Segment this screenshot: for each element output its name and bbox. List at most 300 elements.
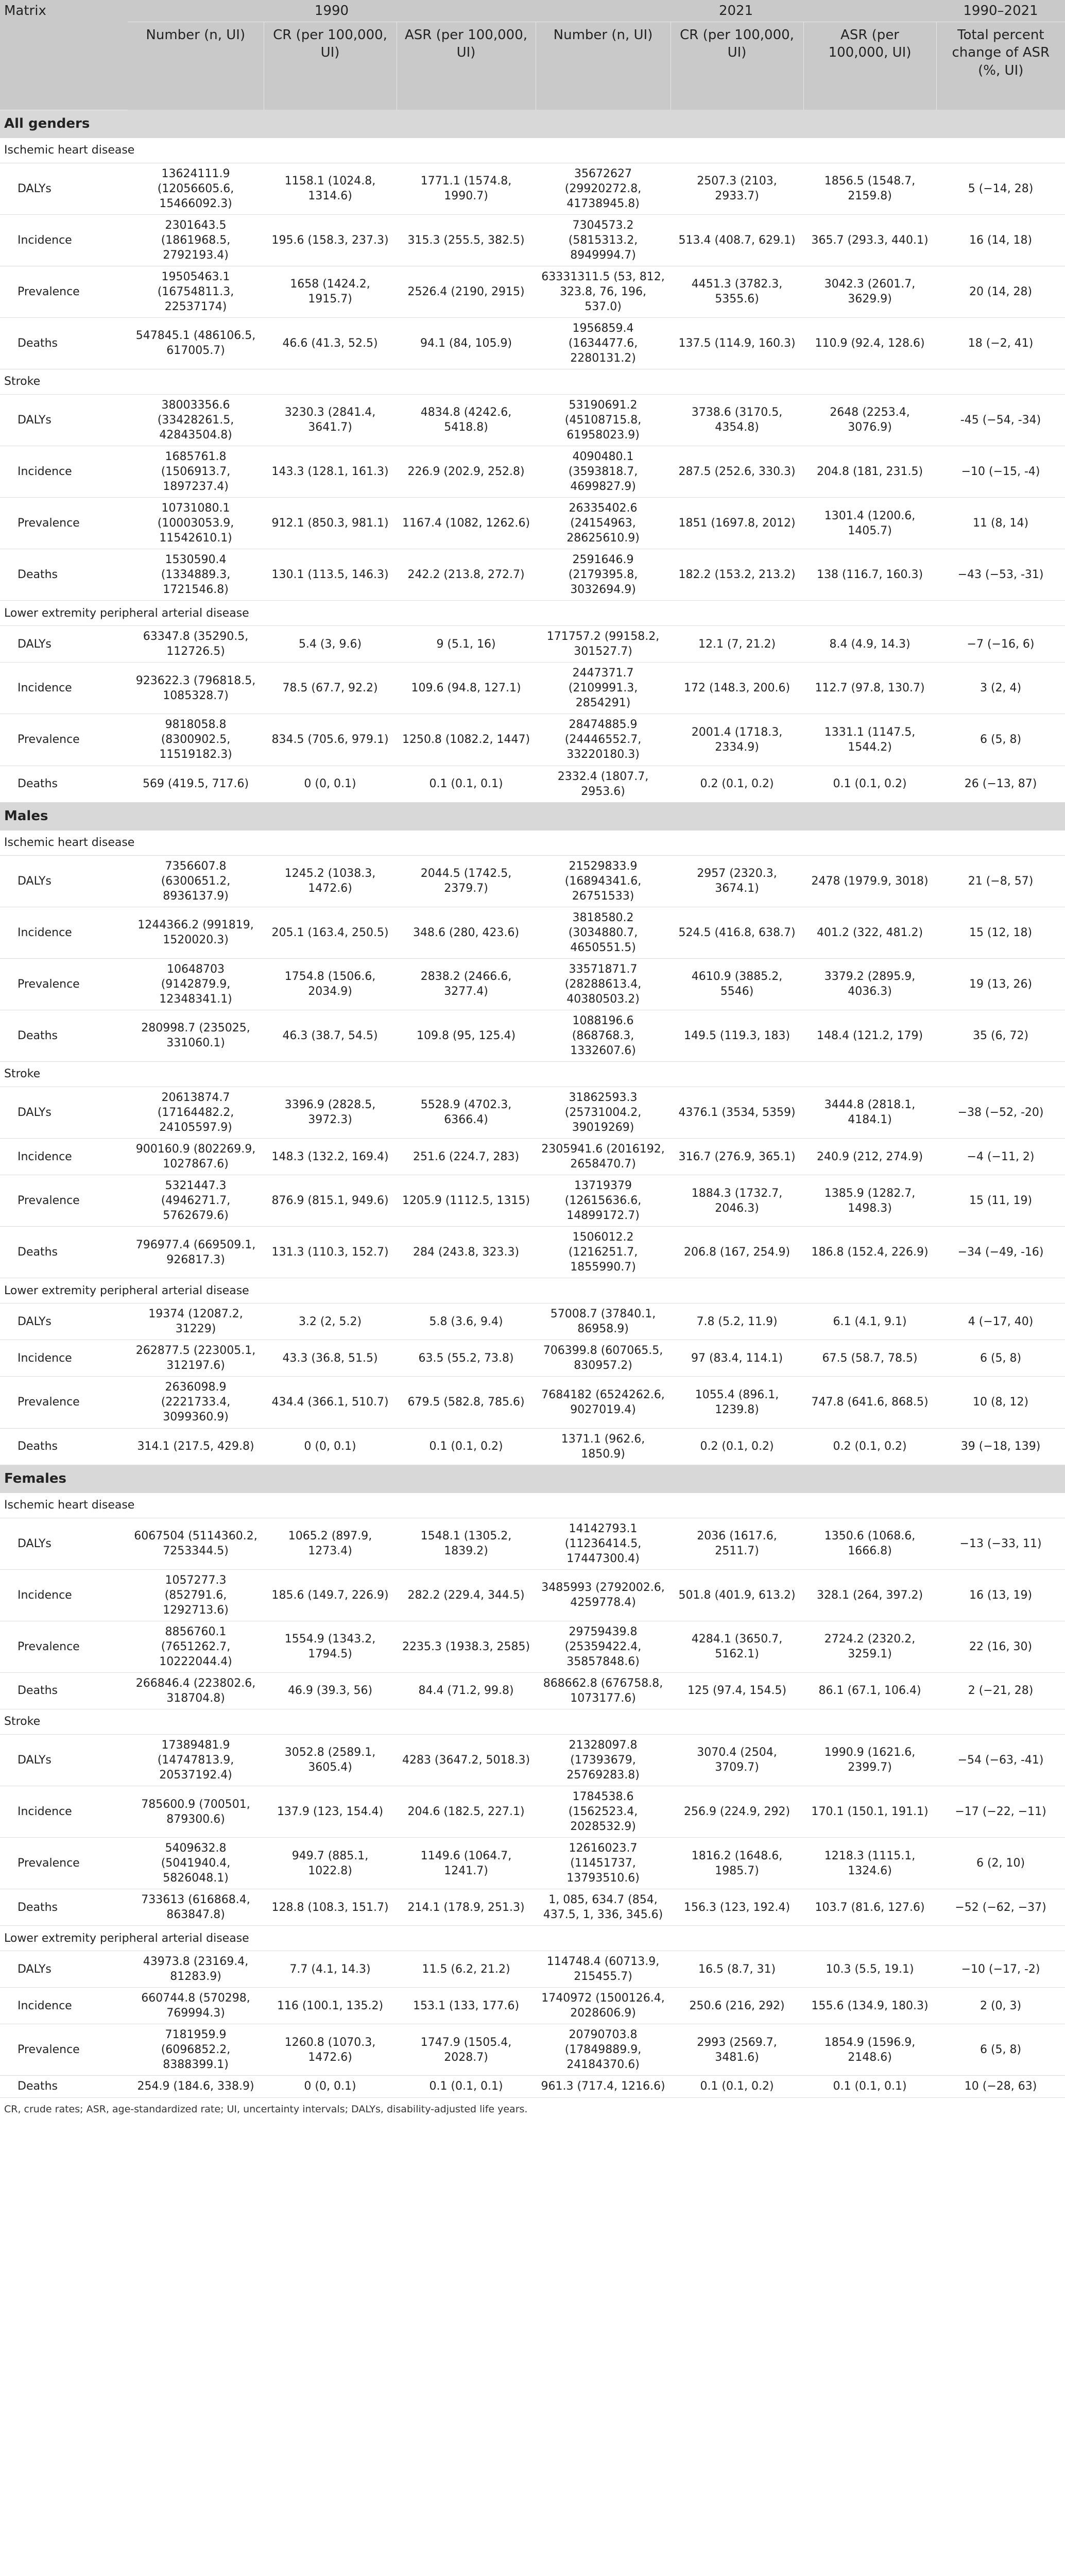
table-row xyxy=(0,958,1065,1010)
cell-asr1990: 214.1 (178.9, 251.3) xyxy=(397,1889,536,1926)
cell-cr1990: 195.6 (158.3, 237.3) xyxy=(264,214,397,266)
cell-num2021: 29759439.8 (25359422.4, 35857848.6) xyxy=(536,1621,671,1672)
year-2021-header: 2021 xyxy=(536,0,936,22)
table-row xyxy=(0,1621,1065,1672)
table-row xyxy=(0,317,1065,369)
cell-asr2021: 138 (116.7, 160.3) xyxy=(803,549,936,601)
table-row xyxy=(0,1377,1065,1428)
cell-num2021: 4090480.1 (3593818.7, 4699827.9) xyxy=(536,446,671,497)
cell-change: 16 (13, 19) xyxy=(936,1569,1065,1621)
table-row xyxy=(0,1734,1065,1786)
cell-asr2021: 2478 (1979.9, 3018) xyxy=(803,855,936,907)
cell-change: 2 (0, 3) xyxy=(936,1988,1065,2024)
cell-metric: Prevalence xyxy=(0,1377,128,1428)
cell-cr1990: 148.3 (132.2, 169.4) xyxy=(264,1139,397,1175)
disease-name: Stroke xyxy=(0,1061,1065,1087)
cell-metric: DALYs xyxy=(0,1734,128,1786)
cell-asr1990: 1250.8 (1082.2, 1447) xyxy=(397,714,536,766)
cell-cr2021: 1851 (1697.8, 2012) xyxy=(671,498,803,549)
cell-cr1990: 137.9 (123, 154.4) xyxy=(264,1786,397,1838)
cell-change: −54 (−63, -41) xyxy=(936,1734,1065,1786)
cell-change: 26 (−13, 87) xyxy=(936,766,1065,802)
cell-num1990: 13624111.9 (12056605.6, 15466092.3) xyxy=(128,163,264,214)
disease-name: Ischemic heart disease xyxy=(0,831,1065,856)
table-row xyxy=(0,1175,1065,1227)
cell-asr2021: 0.1 (0.1, 0.2) xyxy=(803,766,936,802)
cell-asr1990: 4834.8 (4242.6, 5418.8) xyxy=(397,394,536,446)
cell-cr2021: 156.3 (123, 192.4) xyxy=(671,1889,803,1926)
table-row xyxy=(0,1139,1065,1175)
cell-change: 15 (12, 18) xyxy=(936,907,1065,958)
cell-num2021: 1088196.6 (868768.3, 1332607.6) xyxy=(536,1010,671,1061)
cell-metric: Deaths xyxy=(0,1889,128,1926)
cell-num2021: 2332.4 (1807.7, 2953.6) xyxy=(536,766,671,802)
cell-metric: Deaths xyxy=(0,317,128,369)
cell-change: 3 (2, 4) xyxy=(936,663,1065,714)
cell-asr2021: 67.5 (58.7, 78.5) xyxy=(803,1340,936,1377)
cell-metric: Incidence xyxy=(0,663,128,714)
cell-cr2021: 172 (148.3, 200.6) xyxy=(671,663,803,714)
cell-asr2021: 204.8 (181, 231.5) xyxy=(803,446,936,497)
cell-num2021: 31862593.3 (25731004.2, 39019269) xyxy=(536,1087,671,1138)
table-footnote: CR, crude rates; ASR, age-standardized rate; UI, uncertainty intervals; DALYs, disability-adjusted life years. xyxy=(4,2103,528,2115)
cell-asr2021: 170.1 (150.1, 191.1) xyxy=(803,1786,936,1838)
cell-cr2021: 125 (97.4, 154.5) xyxy=(671,1672,803,1709)
cell-cr1990: 1260.8 (1070.3, 1472.6) xyxy=(264,2024,397,2076)
cell-metric: Prevalence xyxy=(0,266,128,317)
disease-row xyxy=(0,1061,1065,1087)
cell-cr1990: 78.5 (67.7, 92.2) xyxy=(264,663,397,714)
cell-metric: Deaths xyxy=(0,766,128,802)
cell-num2021: 3485993 (2792002.6, 4259778.4) xyxy=(536,1569,671,1621)
cell-num1990: 7356607.8 (6300651.2, 8936137.9) xyxy=(128,855,264,907)
cell-cr2021: 287.5 (252.6, 330.3) xyxy=(671,446,803,497)
cell-num1990: 660744.8 (570298, 769994.3) xyxy=(128,1988,264,2024)
cell-cr1990: 1754.8 (1506.6, 2034.9) xyxy=(264,958,397,1010)
disease-row xyxy=(0,1278,1065,1303)
table-row xyxy=(0,446,1065,497)
cell-num1990: 5409632.8 (5041940.4, 5826048.1) xyxy=(128,1838,264,1889)
cell-metric: Deaths xyxy=(0,1428,128,1465)
cell-cr1990: 0 (0, 0.1) xyxy=(264,766,397,802)
cell-change: 4 (−17, 40) xyxy=(936,1303,1065,1340)
cell-change: −13 (−33, 11) xyxy=(936,1518,1065,1569)
table-row xyxy=(0,714,1065,766)
cell-metric: Deaths xyxy=(0,549,128,601)
cell-cr1990: 185.6 (149.7, 226.9) xyxy=(264,1569,397,1621)
cell-num2021: 63331311.5 (53, 812, 323.8, 76, 196, 537.0) xyxy=(536,266,671,317)
cell-change: 2 (−21, 28) xyxy=(936,1672,1065,1709)
cell-asr2021: 10.3 (5.5, 19.1) xyxy=(803,1951,936,1988)
cell-asr1990: 315.3 (255.5, 382.5) xyxy=(397,214,536,266)
cell-num1990: 733613 (616868.4, 863847.8) xyxy=(128,1889,264,1926)
table-row xyxy=(0,1838,1065,1889)
cell-asr2021: 6.1 (4.1, 9.1) xyxy=(803,1303,936,1340)
cell-cr1990: 0 (0, 0.1) xyxy=(264,1428,397,1465)
disease-row xyxy=(0,1493,1065,1518)
cell-asr2021: 2648 (2253.4, 3076.9) xyxy=(803,394,936,446)
table-row xyxy=(0,1518,1065,1569)
cell-cr1990: 116 (100.1, 135.2) xyxy=(264,1988,397,2024)
matrix-header: Matrix xyxy=(0,0,128,110)
cell-change: 15 (11, 19) xyxy=(936,1175,1065,1227)
cell-asr2021: 365.7 (293.3, 440.1) xyxy=(803,214,936,266)
cell-cr2021: 3738.6 (3170.5, 4354.8) xyxy=(671,394,803,446)
cell-num2021: 1, 085, 634.7 (854, 437.5, 1, 336, 345.6) xyxy=(536,1889,671,1926)
cell-cr2021: 0.1 (0.1, 0.2) xyxy=(671,2076,803,2097)
col-asr-1990: ASR (per 100,000, UI) xyxy=(397,22,536,110)
cell-asr1990: 1771.1 (1574.8, 1990.7) xyxy=(397,163,536,214)
cell-asr1990: 348.6 (280, 423.6) xyxy=(397,907,536,958)
cell-num1990: 1685761.8 (1506913.7, 1897237.4) xyxy=(128,446,264,497)
cell-change: 22 (16, 30) xyxy=(936,1621,1065,1672)
cell-change: −4 (−11, 2) xyxy=(936,1139,1065,1175)
cell-asr2021: 240.9 (212, 274.9) xyxy=(803,1139,936,1175)
cell-num1990: 8856760.1 (7651262.7, 10222044.4) xyxy=(128,1621,264,1672)
cell-cr2021: 2001.4 (1718.3, 2334.9) xyxy=(671,714,803,766)
cell-num2021: 1506012.2 (1216251.7, 1855990.7) xyxy=(536,1227,671,1278)
section-row xyxy=(0,1465,1065,1493)
cell-num1990: 10648703 (9142879.9, 12348341.1) xyxy=(128,958,264,1010)
cell-cr2021: 513.4 (408.7, 629.1) xyxy=(671,214,803,266)
table-row xyxy=(0,907,1065,958)
cell-metric: Incidence xyxy=(0,1139,128,1175)
cell-num1990: 43973.8 (23169.4, 81283.9) xyxy=(128,1951,264,1988)
cell-num1990: 900160.9 (802269.9, 1027867.6) xyxy=(128,1139,264,1175)
cell-num1990: 547845.1 (486106.5, 617005.7) xyxy=(128,317,264,369)
cell-num2021: 1371.1 (962.6, 1850.9) xyxy=(536,1428,671,1465)
cell-metric: Incidence xyxy=(0,214,128,266)
cell-num1990: 17389481.9 (14747813.9, 20537192.4) xyxy=(128,1734,264,1786)
cell-num2021: 21529833.9 (16894341.6, 26751533) xyxy=(536,855,671,907)
cell-cr1990: 46.6 (41.3, 52.5) xyxy=(264,317,397,369)
disease-row xyxy=(0,1709,1065,1734)
cell-cr1990: 3396.9 (2828.5, 3972.3) xyxy=(264,1087,397,1138)
cell-cr2021: 524.5 (416.8, 638.7) xyxy=(671,907,803,958)
table-row xyxy=(0,1786,1065,1838)
cell-num1990: 314.1 (217.5, 429.8) xyxy=(128,1428,264,1465)
cell-num1990: 9818058.8 (8300902.5, 11519182.3) xyxy=(128,714,264,766)
cell-change: −17 (−22, −11) xyxy=(936,1786,1065,1838)
cell-metric: Prevalence xyxy=(0,498,128,549)
cell-asr2021: 86.1 (67.1, 106.4) xyxy=(803,1672,936,1709)
cell-num2021: 1956859.4 (1634477.6, 2280131.2) xyxy=(536,317,671,369)
section-title: Males xyxy=(0,802,1065,831)
cell-change: 16 (14, 18) xyxy=(936,214,1065,266)
cell-cr1990: 130.1 (113.5, 146.3) xyxy=(264,549,397,601)
cell-cr1990: 46.3 (38.7, 54.5) xyxy=(264,1010,397,1061)
cell-cr2021: 0.2 (0.1, 0.2) xyxy=(671,766,803,802)
cell-change: 10 (−28, 63) xyxy=(936,2076,1065,2097)
section-title: All genders xyxy=(0,110,1065,138)
cell-num1990: 6067504 (5114360.2, 7253344.5) xyxy=(128,1518,264,1569)
cell-metric: Deaths xyxy=(0,1010,128,1061)
cell-metric: DALYs xyxy=(0,394,128,446)
cell-asr1990: 9 (5.1, 16) xyxy=(397,626,536,663)
cell-cr2021: 1816.2 (1648.6, 1985.7) xyxy=(671,1838,803,1889)
cell-asr1990: 153.1 (133, 177.6) xyxy=(397,1988,536,2024)
cell-metric: DALYs xyxy=(0,1951,128,1988)
table-row xyxy=(0,1672,1065,1709)
disease-row xyxy=(0,138,1065,163)
cell-asr1990: 226.9 (202.9, 252.8) xyxy=(397,446,536,497)
cell-asr1990: 0.1 (0.1, 0.2) xyxy=(397,1428,536,1465)
cell-metric: DALYs xyxy=(0,163,128,214)
cell-cr2021: 316.7 (276.9, 365.1) xyxy=(671,1139,803,1175)
cell-num2021: 7684182 (6524262.6, 9027019.4) xyxy=(536,1377,671,1428)
cell-metric: Incidence xyxy=(0,1340,128,1377)
table-row xyxy=(0,1340,1065,1377)
cell-asr2021: 747.8 (641.6, 868.5) xyxy=(803,1377,936,1428)
cell-cr2021: 206.8 (167, 254.9) xyxy=(671,1227,803,1278)
cell-asr1990: 679.5 (582.8, 785.6) xyxy=(397,1377,536,1428)
cell-cr1990: 912.1 (850.3, 981.1) xyxy=(264,498,397,549)
cell-cr2021: 256.9 (224.9, 292) xyxy=(671,1786,803,1838)
cell-change: −7 (−16, 6) xyxy=(936,626,1065,663)
cell-num1990: 1057277.3 (852791.6, 1292713.6) xyxy=(128,1569,264,1621)
table-row xyxy=(0,1303,1065,1340)
cell-change: −38 (−52, -20) xyxy=(936,1087,1065,1138)
cell-metric: Prevalence xyxy=(0,1621,128,1672)
cell-cr2021: 2957 (2320.3, 3674.1) xyxy=(671,855,803,907)
cell-cr1990: 876.9 (815.1, 949.6) xyxy=(264,1175,397,1227)
cell-asr1990: 2838.2 (2466.6, 3277.4) xyxy=(397,958,536,1010)
cell-num1990: 20613874.7 (17164482.2, 24105597.9) xyxy=(128,1087,264,1138)
cell-asr1990: 4283 (3647.2, 5018.3) xyxy=(397,1734,536,1786)
cell-cr2021: 7.8 (5.2, 11.9) xyxy=(671,1303,803,1340)
table-row xyxy=(0,498,1065,549)
disease-name: Lower extremity peripheral arterial disease xyxy=(0,1278,1065,1303)
table-row xyxy=(0,266,1065,317)
cell-cr1990: 834.5 (705.6, 979.1) xyxy=(264,714,397,766)
cell-asr1990: 2235.3 (1938.3, 2585) xyxy=(397,1621,536,1672)
cell-cr2021: 2507.3 (2103, 2933.7) xyxy=(671,163,803,214)
cell-cr2021: 1055.4 (896.1, 1239.8) xyxy=(671,1377,803,1428)
cell-asr1990: 282.2 (229.4, 344.5) xyxy=(397,1569,536,1621)
section-title: Females xyxy=(0,1465,1065,1493)
cell-asr2021: 1350.6 (1068.6, 1666.8) xyxy=(803,1518,936,1569)
table-row xyxy=(0,2076,1065,2097)
cell-cr2021: 1884.3 (1732.7, 2046.3) xyxy=(671,1175,803,1227)
cell-num2021: 2305941.6 (2016192, 2658470.7) xyxy=(536,1139,671,1175)
cell-metric: Incidence xyxy=(0,907,128,958)
cell-asr2021: 1854.9 (1596.9, 2148.6) xyxy=(803,2024,936,2076)
cell-cr1990: 1065.2 (897.9, 1273.4) xyxy=(264,1518,397,1569)
cell-cr1990: 949.7 (885.1, 1022.8) xyxy=(264,1838,397,1889)
cell-metric: DALYs xyxy=(0,855,128,907)
cell-cr2021: 3070.4 (2504, 3709.7) xyxy=(671,1734,803,1786)
cell-num1990: 2636098.9 (2221733.4, 3099360.9) xyxy=(128,1377,264,1428)
cell-num2021: 1784538.6 (1562523.4, 2028532.9) xyxy=(536,1786,671,1838)
cell-metric: Incidence xyxy=(0,1988,128,2024)
table-row xyxy=(0,663,1065,714)
table-row xyxy=(0,214,1065,266)
cell-metric: Prevalence xyxy=(0,1175,128,1227)
cell-asr1990: 109.8 (95, 125.4) xyxy=(397,1010,536,1061)
cell-asr2021: 328.1 (264, 397.2) xyxy=(803,1569,936,1621)
cell-asr2021: 3379.2 (2895.9, 4036.3) xyxy=(803,958,936,1010)
cell-metric: DALYs xyxy=(0,1087,128,1138)
cell-cr1990: 3230.3 (2841.4, 3641.7) xyxy=(264,394,397,446)
cell-num1990: 2301643.5 (1861968.5, 2792193.4) xyxy=(128,214,264,266)
cell-asr2021: 110.9 (92.4, 128.6) xyxy=(803,317,936,369)
cell-change: -45 (−54, -34) xyxy=(936,394,1065,446)
cell-asr1990: 2044.5 (1742.5, 2379.7) xyxy=(397,855,536,907)
cell-num2021: 20790703.8 (17849889.9, 24184370.6) xyxy=(536,2024,671,2076)
cell-num1990: 19374 (12087.2, 31229) xyxy=(128,1303,264,1340)
cell-change: −34 (−49, -16) xyxy=(936,1227,1065,1278)
table-row xyxy=(0,1227,1065,1278)
cell-asr2021: 3042.3 (2601.7, 3629.9) xyxy=(803,266,936,317)
cell-cr1990: 43.3 (36.8, 51.5) xyxy=(264,1340,397,1377)
cell-num2021: 28474885.9 (24446552.7, 33220180.3) xyxy=(536,714,671,766)
disease-row xyxy=(0,369,1065,394)
cell-cr1990: 1245.2 (1038.3, 1472.6) xyxy=(264,855,397,907)
cell-asr1990: 5.8 (3.6, 9.4) xyxy=(397,1303,536,1340)
cell-cr2021: 149.5 (119.3, 183) xyxy=(671,1010,803,1061)
cell-num2021: 171757.2 (99158.2, 301527.7) xyxy=(536,626,671,663)
cell-num2021: 35672627 (29920272.8, 41738945.8) xyxy=(536,163,671,214)
table-row xyxy=(0,549,1065,601)
cell-num1990: 785600.9 (700501, 879300.6) xyxy=(128,1786,264,1838)
disease-name: Ischemic heart disease xyxy=(0,1493,1065,1518)
cell-asr1990: 284 (243.8, 323.3) xyxy=(397,1227,536,1278)
cell-asr2021: 401.2 (322, 481.2) xyxy=(803,907,936,958)
cell-asr1990: 84.4 (71.2, 99.8) xyxy=(397,1672,536,1709)
cell-metric: DALYs xyxy=(0,626,128,663)
cell-asr2021: 1385.9 (1282.7, 1498.3) xyxy=(803,1175,936,1227)
cell-asr1990: 63.5 (55.2, 73.8) xyxy=(397,1340,536,1377)
cell-cr1990: 205.1 (163.4, 250.5) xyxy=(264,907,397,958)
cell-asr2021: 3444.8 (2818.1, 4184.1) xyxy=(803,1087,936,1138)
cell-num1990: 923622.3 (796818.5, 1085328.7) xyxy=(128,663,264,714)
cell-change: 6 (5, 8) xyxy=(936,714,1065,766)
cell-num2021: 2447371.7 (2109991.3, 2854291) xyxy=(536,663,671,714)
cell-cr2021: 4376.1 (3534, 5359) xyxy=(671,1087,803,1138)
cell-change: 6 (5, 8) xyxy=(936,2024,1065,2076)
cell-asr1990: 0.1 (0.1, 0.1) xyxy=(397,766,536,802)
disease-name: Ischemic heart disease xyxy=(0,138,1065,163)
table-row xyxy=(0,1569,1065,1621)
cell-num2021: 21328097.8 (17393679, 25769283.8) xyxy=(536,1734,671,1786)
cell-asr2021: 1331.1 (1147.5, 1544.2) xyxy=(803,714,936,766)
cell-num1990: 266846.4 (223802.6, 318704.8) xyxy=(128,1672,264,1709)
cell-cr1990: 5.4 (3, 9.6) xyxy=(264,626,397,663)
cell-cr1990: 3052.8 (2589.1, 3605.4) xyxy=(264,1734,397,1786)
cell-num1990: 796977.4 (669509.1, 926817.3) xyxy=(128,1227,264,1278)
cell-cr1990: 434.4 (366.1, 510.7) xyxy=(264,1377,397,1428)
cell-metric: Prevalence xyxy=(0,1838,128,1889)
cell-asr1990: 204.6 (182.5, 227.1) xyxy=(397,1786,536,1838)
cell-metric: Incidence xyxy=(0,1569,128,1621)
change-span-header: 1990–2021 xyxy=(936,0,1065,22)
cell-asr2021: 1856.5 (1548.7, 2159.8) xyxy=(803,163,936,214)
cell-num1990: 1530590.4 (1334889.3, 1721546.8) xyxy=(128,549,264,601)
table-body xyxy=(0,110,1065,2097)
table-row xyxy=(0,394,1065,446)
cell-num1990: 1244366.2 (991819, 1520020.3) xyxy=(128,907,264,958)
disease-name: Lower extremity peripheral arterial disease xyxy=(0,601,1065,626)
col-percent-change: Total percent change of ASR (%, UI) xyxy=(936,22,1065,110)
cell-change: −10 (−15, -4) xyxy=(936,446,1065,497)
cell-num2021: 868662.8 (676758.8, 1073177.6) xyxy=(536,1672,671,1709)
table-row xyxy=(0,1428,1065,1465)
cell-metric: Incidence xyxy=(0,446,128,497)
table-row xyxy=(0,163,1065,214)
col-number-1990: Number (n, UI) xyxy=(128,22,264,110)
cell-metric: Deaths xyxy=(0,1672,128,1709)
cell-cr1990: 1554.9 (1343.2, 1794.5) xyxy=(264,1621,397,1672)
cell-num1990: 38003356.6 (33428261.5, 42843504.8) xyxy=(128,394,264,446)
cell-cr2021: 2993 (2569.7, 3481.6) xyxy=(671,2024,803,2076)
cell-asr2021: 1990.9 (1621.6, 2399.7) xyxy=(803,1734,936,1786)
cell-num2021: 53190691.2 (45108715.8, 61958023.9) xyxy=(536,394,671,446)
col-number-2021: Number (n, UI) xyxy=(536,22,671,110)
cell-num1990: 569 (419.5, 717.6) xyxy=(128,766,264,802)
cell-asr2021: 1218.3 (1115.1, 1324.6) xyxy=(803,1838,936,1889)
cell-cr1990: 0 (0, 0.1) xyxy=(264,2076,397,2097)
cell-metric: DALYs xyxy=(0,1303,128,1340)
cell-change: 35 (6, 72) xyxy=(936,1010,1065,1061)
cell-num1990: 262877.5 (223005.1, 312197.6) xyxy=(128,1340,264,1377)
table-row xyxy=(0,1988,1065,2024)
table-row xyxy=(0,626,1065,663)
cell-num2021: 114748.4 (60713.9, 215455.7) xyxy=(536,1951,671,1988)
table-row xyxy=(0,766,1065,802)
cell-cr1990: 143.3 (128.1, 161.3) xyxy=(264,446,397,497)
cell-metric: Incidence xyxy=(0,1786,128,1838)
cell-num2021: 7304573.2 (5815313.2, 8949994.7) xyxy=(536,214,671,266)
cell-num2021: 2591646.9 (2179395.8, 3032694.9) xyxy=(536,549,671,601)
cell-metric: Deaths xyxy=(0,2076,128,2097)
cell-cr2021: 4610.9 (3885.2, 5546) xyxy=(671,958,803,1010)
cell-asr2021: 148.4 (121.2, 179) xyxy=(803,1010,936,1061)
cell-num1990: 10731080.1 (10003053.9, 11542610.1) xyxy=(128,498,264,549)
cell-asr2021: 112.7 (97.8, 130.7) xyxy=(803,663,936,714)
cell-cr1990: 131.3 (110.3, 152.7) xyxy=(264,1227,397,1278)
cell-num2021: 33571871.7 (28288613.4, 40380503.2) xyxy=(536,958,671,1010)
cell-asr2021: 8.4 (4.9, 14.3) xyxy=(803,626,936,663)
cell-num2021: 706399.8 (607065.5, 830957.2) xyxy=(536,1340,671,1377)
cell-asr2021: 1301.4 (1200.6, 1405.7) xyxy=(803,498,936,549)
cell-cr2021: 182.2 (153.2, 213.2) xyxy=(671,549,803,601)
table-row xyxy=(0,1087,1065,1138)
cell-asr2021: 186.8 (152.4, 226.9) xyxy=(803,1227,936,1278)
cell-change: 19 (13, 26) xyxy=(936,958,1065,1010)
cell-change: 10 (8, 12) xyxy=(936,1377,1065,1428)
cell-num2021: 3818580.2 (3034880.7, 4650551.5) xyxy=(536,907,671,958)
disease-name: Stroke xyxy=(0,1709,1065,1734)
cell-asr2021: 2724.2 (2320.2, 3259.1) xyxy=(803,1621,936,1672)
cell-asr2021: 0.2 (0.1, 0.2) xyxy=(803,1428,936,1465)
cell-num2021: 12616023.7 (11451737, 13793510.6) xyxy=(536,1838,671,1889)
table-row xyxy=(0,2024,1065,2076)
table-row xyxy=(0,1010,1065,1061)
cell-cr1990: 128.8 (108.3, 151.7) xyxy=(264,1889,397,1926)
cell-metric: Prevalence xyxy=(0,714,128,766)
cell-asr1990: 1205.9 (1112.5, 1315) xyxy=(397,1175,536,1227)
cell-asr2021: 103.7 (81.6, 127.6) xyxy=(803,1889,936,1926)
cell-change: 20 (14, 28) xyxy=(936,266,1065,317)
disease-row xyxy=(0,1926,1065,1951)
cell-num1990: 63347.8 (35290.5, 112726.5) xyxy=(128,626,264,663)
cell-cr2021: 501.8 (401.9, 613.2) xyxy=(671,1569,803,1621)
cell-asr2021: 155.6 (134.9, 180.3) xyxy=(803,1988,936,2024)
col-cr-1990: CR (per 100,000, UI) xyxy=(264,22,397,110)
cell-asr1990: 1747.9 (1505.4, 2028.7) xyxy=(397,2024,536,2076)
section-row xyxy=(0,110,1065,138)
disease-name: Stroke xyxy=(0,369,1065,394)
